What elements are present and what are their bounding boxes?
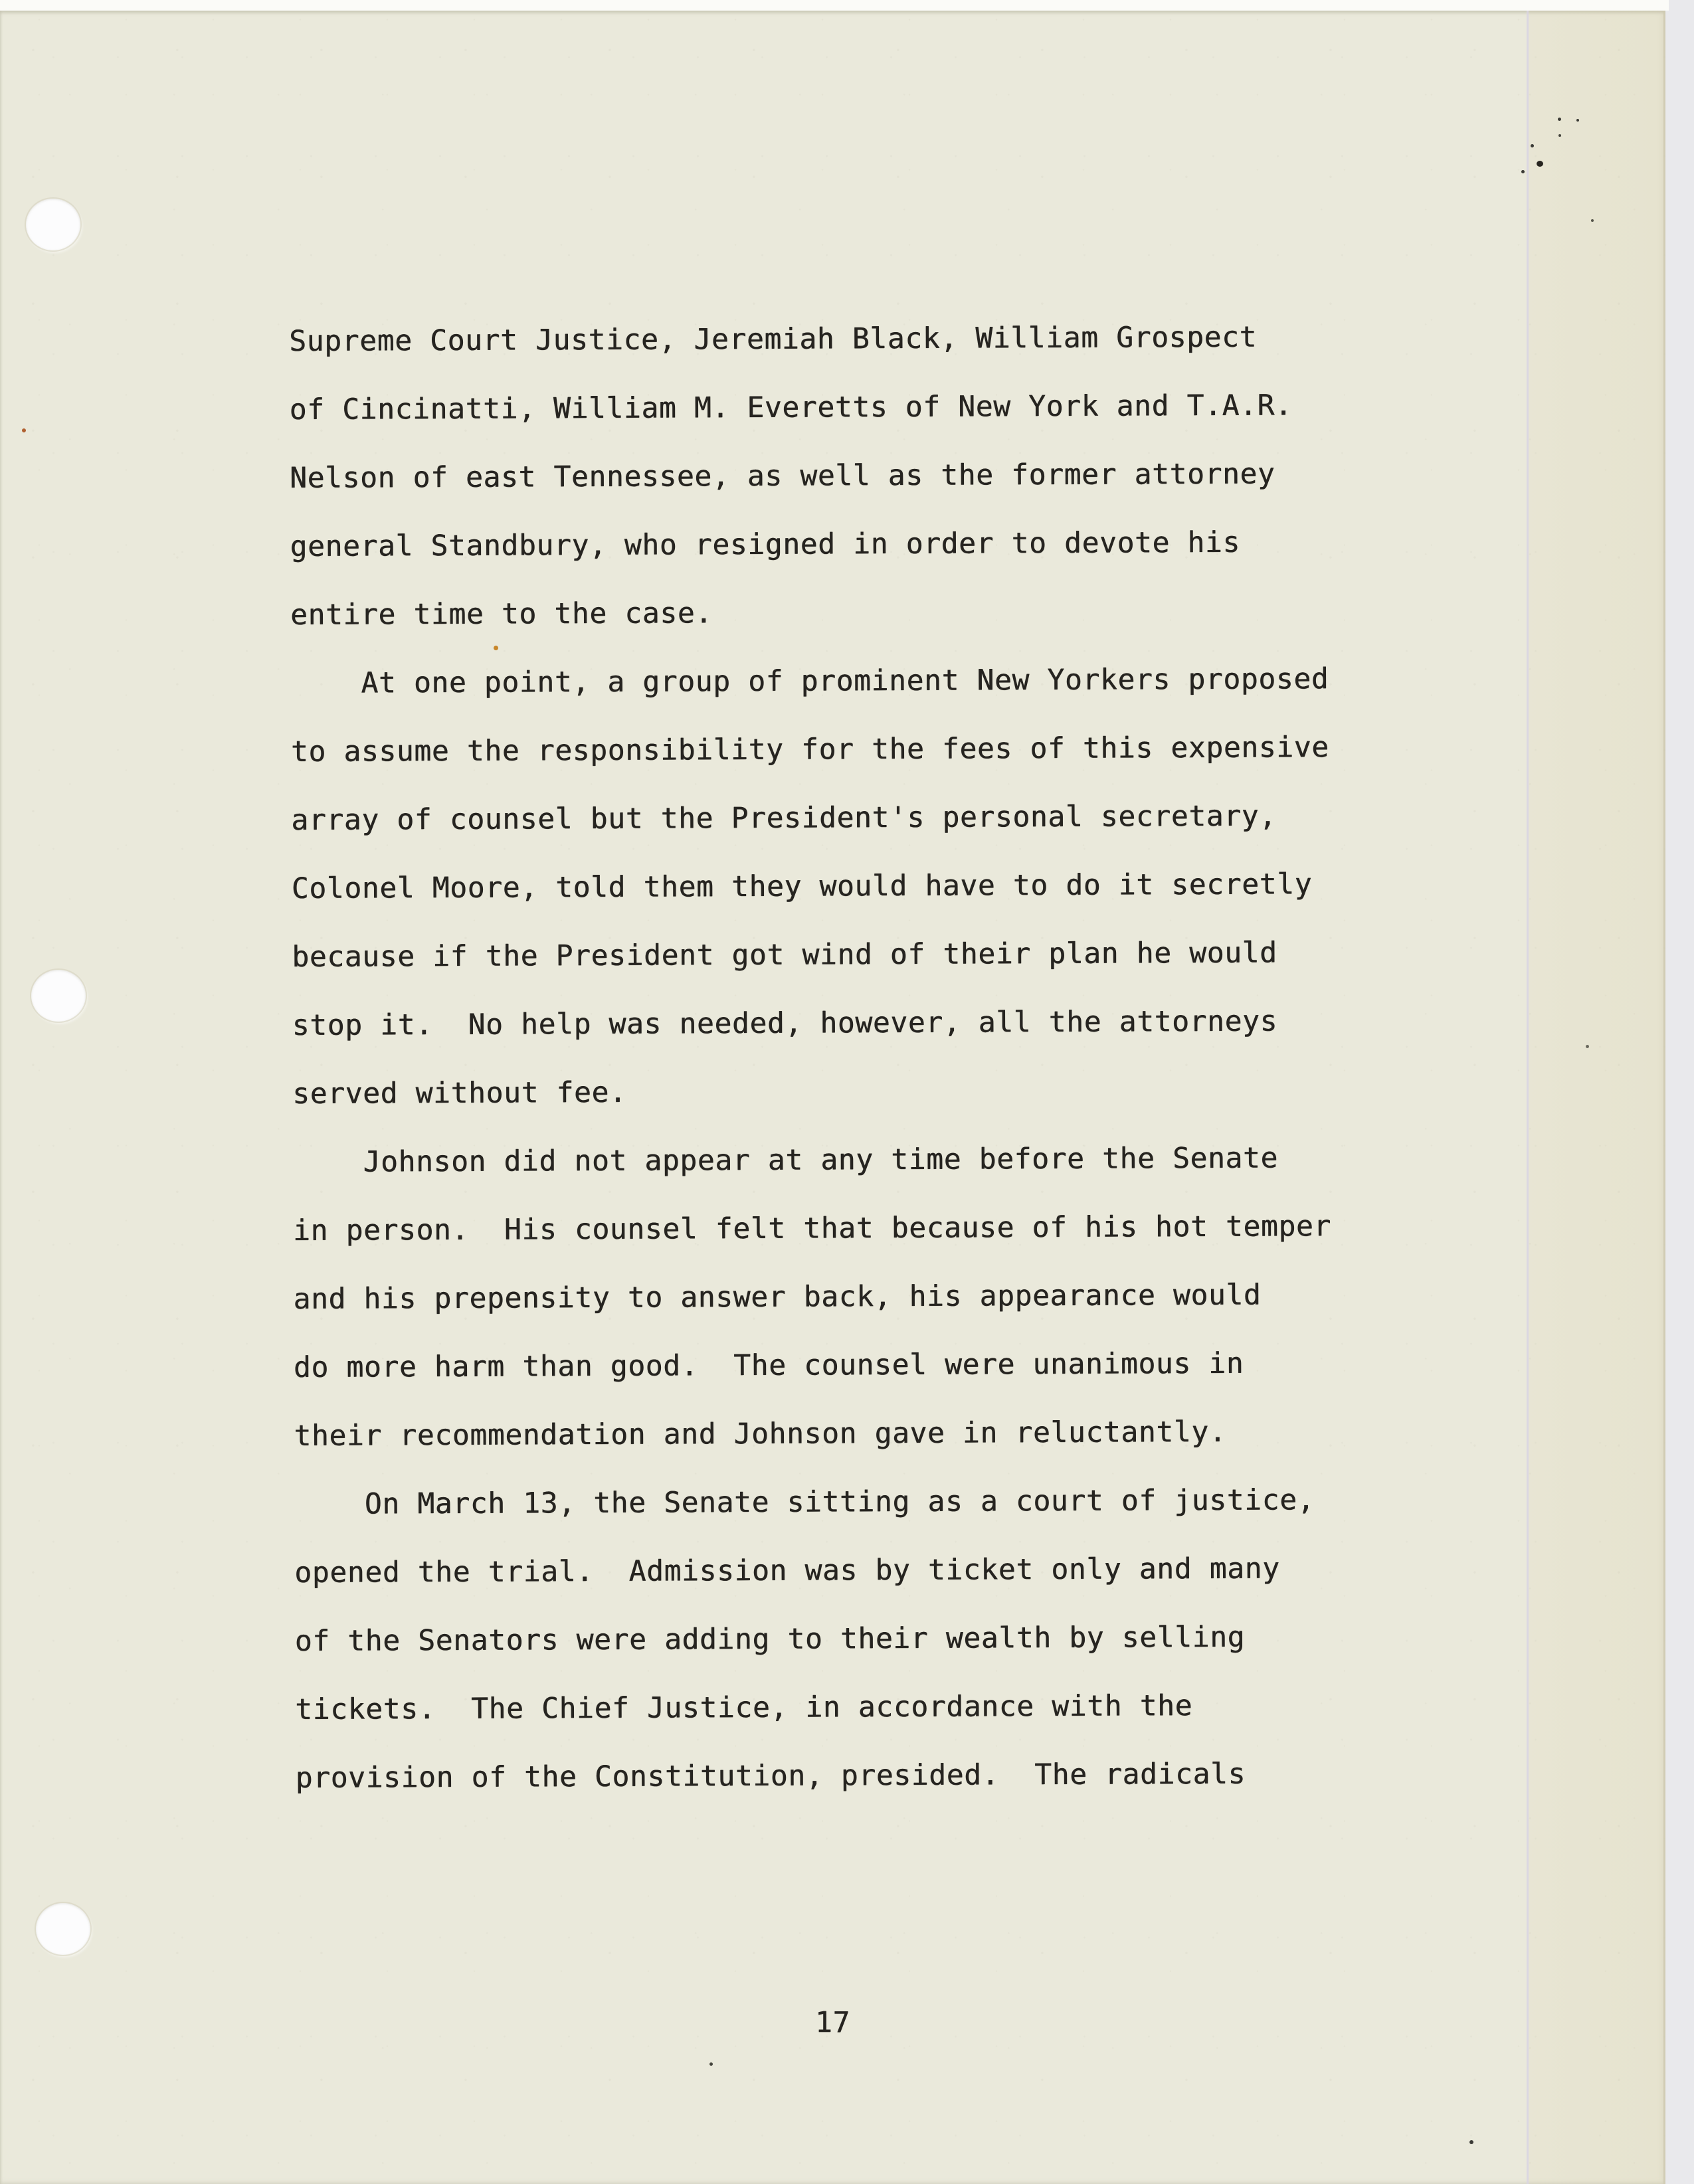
typed-text-block [289,303,1334,1813]
ink-speck [1521,170,1525,173]
ink-speck [1586,1045,1589,1048]
typed-line: Supreme Court Justice, Jeremiah Black, William Grospect [289,320,1258,358]
ink-speck [1558,134,1561,137]
right-margin-shade [1529,11,1665,2184]
typed-line: to assume the responsibility for the fees of this expensive [290,731,1329,769]
typed-line: Colonel Moore, told them they would have to do it secretly [291,867,1313,905]
hole-punch [31,970,86,1022]
paper-right-edge [1663,11,1665,2184]
ink-speck [1531,144,1534,147]
scanner-background-top [0,0,1669,11]
typed-line: At one point, a group of prominent New Yorkers proposed [290,662,1329,700]
ink-speck [1558,118,1561,121]
typed-line: Johnson did not appear at any time before the Senate [292,1141,1279,1179]
typed-line: opened the trial. Admission was by ticket only and many [294,1552,1280,1590]
ink-speck [22,428,26,432]
typed-line: entire time to the case. [290,596,713,632]
hole-punch [36,1903,90,1955]
document-page [0,11,1665,2184]
ink-speck [1469,2140,1473,2144]
typed-line: tickets. The Chief Justice, in accordance with the [295,1689,1193,1726]
typed-line: do more harm than good. The counsel were unanimous in [293,1346,1244,1384]
typed-line: of Cincinatti, William M. Everetts of New York and T.A.R. [289,389,1293,426]
ink-speck [1576,119,1579,122]
typed-line: served without fee. [292,1075,627,1111]
page-number: 17 [815,2006,850,2039]
ink-speck [1537,161,1543,167]
hole-punch [26,199,80,250]
typed-line: On March 13, the Senate sitting as a court of justice, [294,1483,1315,1521]
typed-line: and his prepensity to answer back, his appearance would [293,1278,1262,1316]
typed-line: provision of the Constitution, presided. The radicals [295,1757,1246,1795]
typed-line: because if the President got wind of their plan he would [292,936,1277,974]
typed-line: array of counsel but the President's personal secretary, [291,799,1277,837]
typed-line: their recommendation and Johnson gave in reluctantly. [294,1415,1227,1453]
fold-crease-line [1527,11,1529,2184]
typed-line: Nelson of east Tennessee, as well as the former attorney [290,457,1275,495]
typed-line: in person. His counsel felt that because of his hot temper [292,1210,1331,1247]
ink-speck [1591,219,1594,222]
ink-speck [709,2062,713,2066]
typed-line: stop it. No help was needed, however, all the attorneys [292,1004,1278,1042]
typed-line: general Standbury, who resigned in order to devote his [290,525,1241,563]
typed-line: of the Senators were adding to their wealth by selling [294,1620,1246,1658]
